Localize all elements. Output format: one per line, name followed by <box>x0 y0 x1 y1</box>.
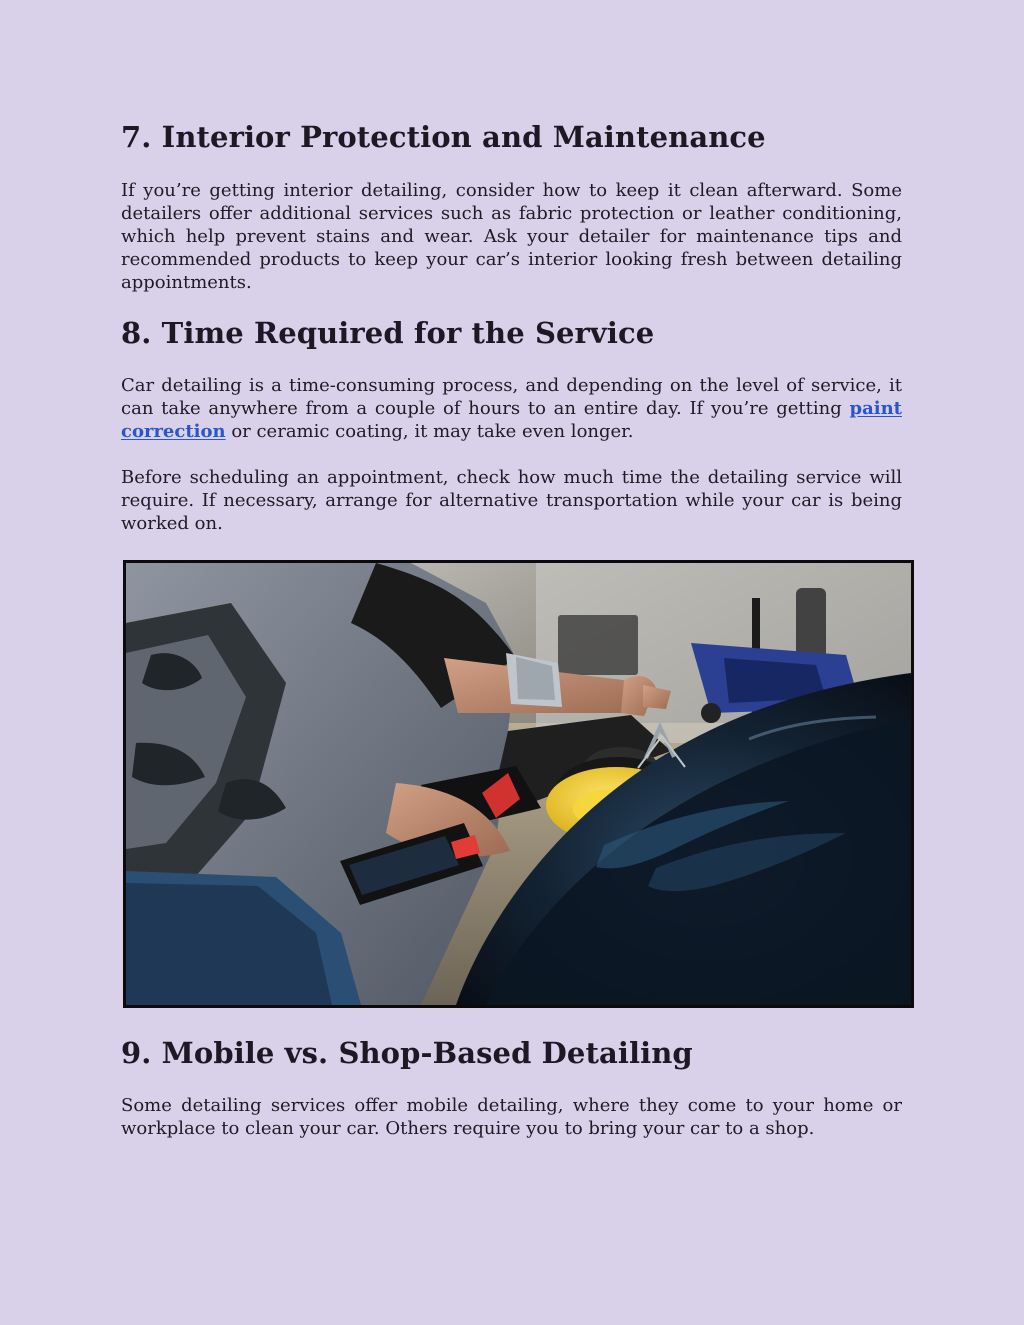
section-8-paragraph-1 <box>121 374 902 443</box>
section-8-text-before-link: Car detailing is a time-consuming process, and depending on the level of service, it can take anywhere from a couple of hours to an entire day. If you’re getting <box>121 375 902 419</box>
section-7-paragraph: If you’re getting interior detailing, consider how to keep it clean afterward. Some detailers offer additional services such as fabric protection or leather conditioning, which help prevent stains and wear. Ask your detailer for maintenance tips and recommended products to keep your car’s interior looking fresh between detailing appointments. <box>121 180 902 293</box>
section-7-heading: 7. Interior Protection and Maintenance <box>121 120 766 154</box>
car-polishing-illustration <box>126 563 911 1005</box>
section-8-paragraph-2: Before scheduling an appointment, check how much time the detailing service will require. If necessary, arrange for alternative transportation while your car is being worked on. <box>121 467 902 534</box>
paint-correction-link[interactable]: paint correction <box>121 398 902 442</box>
car-polishing-photo <box>123 560 914 1008</box>
section-9-paragraph: Some detailing services offer mobile detailing, where they come to your home or workplace to clean your car. Others require you to bring your car to a shop. <box>121 1095 902 1139</box>
section-8-heading: 8. Time Required for the Service <box>121 316 655 350</box>
section-9-heading: 9. Mobile vs. Shop-Based Detailing <box>121 1036 693 1070</box>
section-8-text-after-link: or ceramic coating, it may take even longer. <box>225 421 634 442</box>
